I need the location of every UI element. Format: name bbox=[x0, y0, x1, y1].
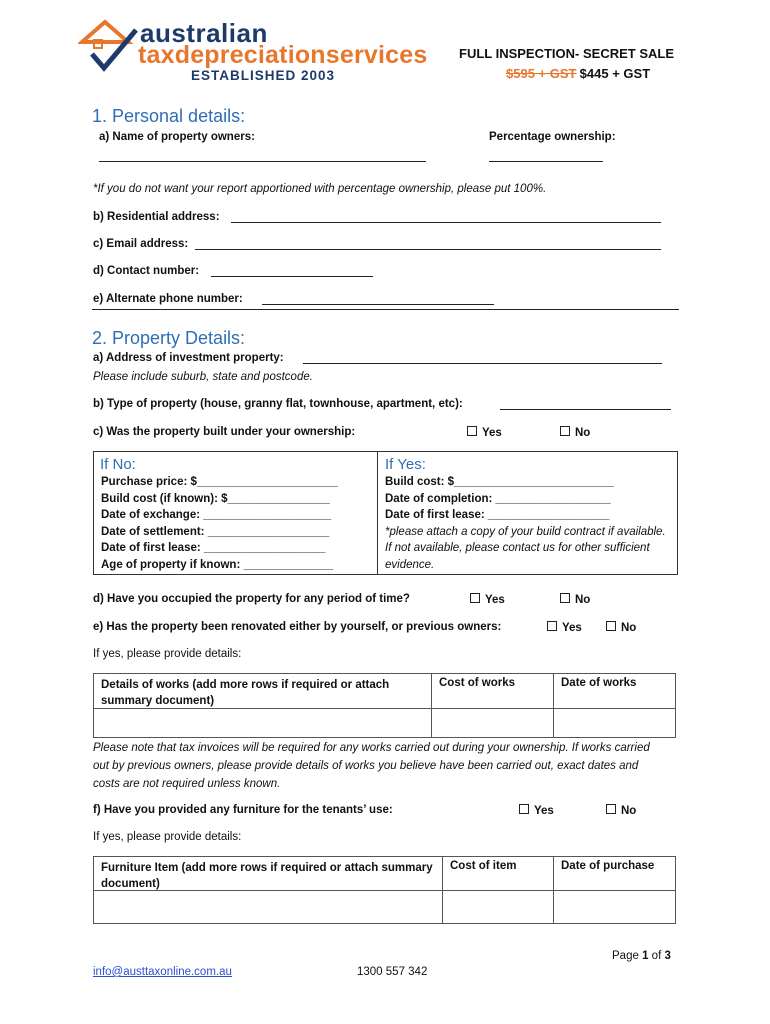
furniture-yes-option[interactable]: Yes bbox=[519, 804, 554, 817]
residential-label: b) Residential address: bbox=[93, 211, 220, 223]
date-settlement-field[interactable]: Date of settlement: ___________________ bbox=[101, 525, 330, 538]
percentage-note: *If you do not want your report apportioned with percentage ownership, please put 100%. bbox=[93, 183, 547, 195]
checkbox-icon bbox=[547, 621, 557, 631]
checkbox-icon bbox=[560, 593, 570, 603]
checkbox-icon bbox=[519, 804, 529, 814]
furniture-label: f) Have you provided any furniture for the tenants’ use: bbox=[93, 804, 393, 816]
works-date-cell[interactable] bbox=[553, 708, 676, 738]
property-type-field[interactable] bbox=[500, 409, 671, 410]
email-label: c) Email address: bbox=[93, 238, 189, 250]
checkbox-icon bbox=[606, 621, 616, 631]
section-divider bbox=[92, 309, 679, 310]
renovated-no-option[interactable]: No bbox=[606, 621, 636, 634]
furniture-item-cell[interactable] bbox=[93, 890, 443, 924]
property-address-label: a) Address of investment property: bbox=[93, 352, 284, 364]
address-note: Please include suburb, state and postcode. bbox=[93, 371, 313, 383]
section2-heading: 2. Property Details: bbox=[92, 328, 246, 348]
build-contract-note: *please attach a copy of your build contract if available. If not available, please contact us for other sufficient evidence. bbox=[385, 525, 666, 571]
logo-line2: taxdepreciationservices bbox=[138, 41, 428, 69]
residential-field[interactable] bbox=[231, 222, 661, 223]
age-property-field[interactable]: Age of property if known: ______________ bbox=[101, 558, 334, 571]
build-cost-known-field[interactable]: Build cost (if known): $________________ bbox=[101, 492, 330, 505]
owners-field[interactable] bbox=[99, 161, 426, 162]
box-divider bbox=[377, 451, 378, 574]
works-header-cost: Cost of works bbox=[431, 673, 554, 709]
furniture-header-cost: Cost of item bbox=[442, 856, 554, 891]
furniture-no-option[interactable]: No bbox=[606, 804, 636, 817]
email-field[interactable] bbox=[195, 249, 661, 250]
footer-phone: 1300 557 342 bbox=[357, 966, 428, 978]
built-no-option[interactable]: No bbox=[560, 426, 590, 439]
alt-phone-field[interactable] bbox=[262, 304, 494, 305]
checkbox-icon bbox=[470, 593, 480, 603]
renovated-yes-option[interactable]: Yes bbox=[547, 621, 582, 634]
occupied-no-option[interactable]: No bbox=[560, 593, 590, 606]
built-ownership-label: c) Was the property built under your ownership: bbox=[93, 426, 356, 438]
build-cost-field[interactable]: Build cost: $_________________________ bbox=[385, 476, 614, 488]
checkbox-icon bbox=[560, 426, 570, 436]
owners-label: a) Name of property owners: bbox=[99, 131, 255, 143]
works-header-date: Date of works bbox=[553, 673, 676, 709]
price-block bbox=[506, 66, 650, 81]
checkbox-icon bbox=[606, 804, 616, 814]
property-type-label: b) Type of property (house, granny flat, townhouse, apartment, etc): bbox=[93, 398, 463, 410]
works-provide-details: If yes, please provide details: bbox=[93, 648, 242, 660]
section1-heading: 1. Personal details: bbox=[92, 106, 246, 126]
yes-date-first-lease-field[interactable]: Date of first lease: ___________________ bbox=[385, 509, 610, 521]
page-number: Page 1 of 3 bbox=[612, 950, 671, 962]
checkbox-icon bbox=[467, 426, 477, 436]
if-yes-heading: If Yes: bbox=[385, 456, 426, 473]
works-note: Please note that tax invoices will be required for any works carried out during your ownership. If works carried out by previous owners, please provide details of works you believe have been carried out, exact dates and costs are not required unless known. bbox=[93, 742, 650, 790]
percentage-field[interactable] bbox=[489, 161, 603, 162]
built-yes-option[interactable]: Yes bbox=[467, 426, 502, 439]
furniture-provide-details: If yes, please provide details: bbox=[93, 831, 242, 843]
if-no-fields bbox=[101, 474, 371, 573]
purchase-price-field[interactable]: Purchase price: $______________________ bbox=[101, 476, 338, 488]
occupied-yes-option[interactable]: Yes bbox=[470, 593, 505, 606]
new-price: $445 + GST bbox=[579, 66, 651, 81]
date-first-lease-field[interactable]: Date of first lease: ___________________ bbox=[101, 542, 326, 554]
if-yes-fields bbox=[385, 474, 670, 573]
contact-label: d) Contact number: bbox=[93, 265, 200, 277]
furniture-date-cell[interactable] bbox=[553, 890, 676, 924]
house-check-logo-icon bbox=[78, 18, 140, 80]
logo-established: ESTABLISHED 2003 bbox=[191, 68, 336, 83]
date-exchange-field[interactable]: Date of exchange: ____________________ bbox=[101, 509, 332, 521]
footer-email-link[interactable]: info@austtaxonline.com.au bbox=[93, 966, 232, 978]
old-price: $595 + GST bbox=[506, 66, 577, 81]
renovated-label: e) Has the property been renovated either by yourself, or previous owners: bbox=[93, 621, 502, 633]
if-no-heading: If No: bbox=[100, 456, 136, 473]
company-logo bbox=[78, 18, 458, 88]
furniture-header-item: Furniture Item (add more rows if required or attach summary document) bbox=[93, 856, 443, 891]
works-header-details: Details of works (add more rows if required or attach summary document) bbox=[93, 673, 432, 709]
furniture-cost-cell[interactable] bbox=[442, 890, 554, 924]
property-address-field[interactable] bbox=[303, 363, 662, 364]
logo-line1: australian bbox=[140, 18, 268, 48]
document-title: FULL INSPECTION- SECRET SALE bbox=[459, 46, 674, 61]
percentage-label: Percentage ownership: bbox=[489, 131, 616, 143]
furniture-header-date: Date of purchase bbox=[553, 856, 676, 891]
date-completion-field[interactable]: Date of completion: __________________ bbox=[385, 492, 611, 505]
works-cost-cell[interactable] bbox=[431, 708, 554, 738]
works-details-cell[interactable] bbox=[93, 708, 432, 738]
contact-field[interactable] bbox=[211, 276, 373, 277]
occupied-label: d) Have you occupied the property for any period of time? bbox=[93, 593, 410, 605]
alt-phone-label: e) Alternate phone number: bbox=[93, 293, 243, 305]
